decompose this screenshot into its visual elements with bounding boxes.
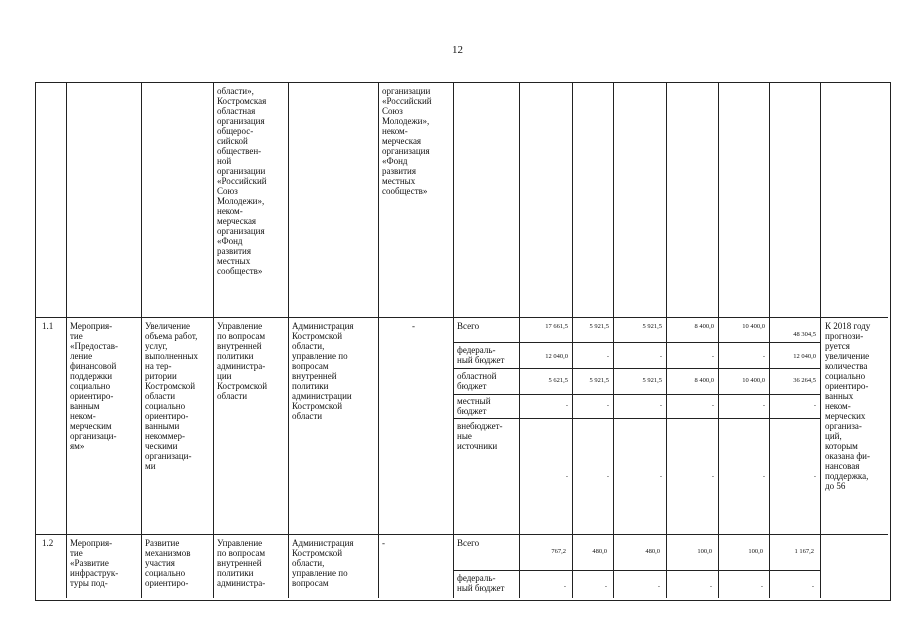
funding-value: - [606, 473, 609, 480]
funding-source-label: бюджет [457, 406, 487, 416]
row-divider [36, 534, 888, 535]
funding-source-label: источники [457, 441, 498, 451]
target-indicator: увеличение [825, 351, 870, 361]
responsible-executor: области [217, 391, 248, 401]
partner-dash: - [382, 538, 385, 548]
funding-value: - [606, 402, 609, 409]
funding-value: - [565, 402, 568, 409]
funding-value: - [813, 402, 816, 409]
target-indicator: мерческих [825, 411, 866, 421]
column-divider [453, 83, 454, 598]
continuation-text: области», [217, 86, 254, 96]
column-divider [378, 83, 379, 598]
activity-name: поддержки [70, 371, 113, 381]
column-divider [141, 83, 142, 598]
funding-value: 480,0 [645, 548, 660, 555]
activity-name: социально [70, 381, 111, 391]
funding-source-label: федераль- [457, 573, 496, 583]
funding-value: 36 264,5 [793, 377, 816, 384]
continuation-text: организации [217, 166, 266, 176]
responsible-executor: Костромской [217, 381, 268, 391]
target-indicator: ориентиро- [825, 381, 869, 391]
column-divider [213, 83, 214, 598]
column-divider [769, 83, 770, 598]
column-divider [66, 83, 67, 598]
funding-source-label: ные [457, 431, 472, 441]
expected-result: области [145, 391, 176, 401]
target-indicator: которым [825, 441, 858, 451]
co-executor: Костромской [292, 331, 343, 341]
target-indicator: до 56 [825, 481, 846, 491]
continuation-text: местных [382, 176, 416, 186]
co-executor: политики [292, 381, 329, 391]
expected-result: Костромской [145, 381, 196, 391]
funding-value: - [659, 473, 662, 480]
target-indicator: прогнози- [825, 331, 864, 341]
expected-result: ориентиро- [145, 411, 189, 421]
column-divider [820, 83, 821, 598]
funding-value: - [657, 583, 660, 590]
funding-value: - [762, 353, 765, 360]
funding-value: 5 921,5 [642, 323, 662, 330]
expected-result: социально [145, 401, 186, 411]
funding-value: 48 304,5 [793, 331, 816, 338]
continuation-text: обществен- [217, 146, 262, 156]
column-divider [519, 83, 520, 598]
expected-result: ритории [145, 371, 177, 381]
continuation-text: неком- [217, 206, 243, 216]
funding-value: 5 921,5 [589, 377, 609, 384]
activity-name: тие [70, 331, 83, 341]
continuation-text: сообществ» [217, 266, 263, 276]
funding-value: 100,0 [697, 548, 712, 555]
continuation-text: «Фонд [382, 156, 408, 166]
target-indicator: нансовая [825, 461, 860, 471]
funding-value: - [711, 402, 714, 409]
column-divider [613, 83, 614, 598]
activity-name: неком- [70, 411, 96, 421]
co-executor: области, [292, 558, 325, 568]
column-divider [718, 83, 719, 598]
funding-source-label: внебюджет- [457, 421, 503, 431]
expected-result: некоммер- [145, 431, 185, 441]
target-indicator: К 2018 году [825, 321, 871, 331]
expected-result: механизмов [145, 548, 191, 558]
expected-result: услуг, [145, 341, 168, 351]
responsible-executor: внутренней [217, 341, 262, 351]
program-table [35, 82, 891, 601]
continuation-text: сообществ» [382, 186, 428, 196]
activity-name: туры под- [70, 578, 108, 588]
funding-value: - [813, 473, 816, 480]
funding-value: 5 921,5 [642, 377, 662, 384]
continuation-text: организация [382, 146, 430, 156]
continuation-text: Союз [217, 186, 238, 196]
responsible-executor: администра- [217, 578, 266, 588]
partner-dash: - [412, 321, 415, 331]
target-indicator: неком- [825, 401, 851, 411]
funding-value: - [563, 583, 566, 590]
column-divider [572, 83, 573, 598]
continuation-text: ной [217, 156, 232, 166]
continuation-text: развития [382, 166, 417, 176]
funding-value: 10 400,0 [742, 377, 765, 384]
funding-value: - [811, 583, 814, 590]
responsible-executor: политики [217, 568, 254, 578]
target-indicator: ванных [825, 391, 854, 401]
expected-result: участия [145, 558, 175, 568]
co-executor: Администрация [292, 538, 354, 548]
funding-source-label: местный [457, 396, 491, 406]
target-indicator: оказана фи- [825, 451, 870, 461]
co-executor: администрации [292, 391, 352, 401]
funding-value: 10 400,0 [742, 323, 765, 330]
activity-name: мерческим [70, 421, 112, 431]
source-row-divider [453, 368, 820, 369]
activity-name: тие [70, 548, 83, 558]
responsible-executor: по вопросам [217, 331, 266, 341]
funding-source-label: областной [457, 371, 497, 381]
continuation-text: «Фонд [217, 236, 243, 246]
funding-source-label: ный бюджет [457, 583, 505, 593]
continuation-text: мерческая [217, 216, 257, 226]
co-executor: вопросам [292, 361, 329, 371]
activity-name: ванным [70, 401, 100, 411]
funding-value: - [762, 402, 765, 409]
activity-name: «Развитие [70, 558, 109, 568]
page-number: 12 [452, 44, 463, 56]
funding-value: - [604, 583, 607, 590]
funding-value: - [762, 473, 765, 480]
funding-value: - [709, 583, 712, 590]
co-executor: внутренней [292, 371, 337, 381]
target-indicator: ций, [825, 431, 842, 441]
activity-name: организаци- [70, 431, 117, 441]
target-indicator: руется [825, 341, 850, 351]
funding-value: 767,2 [551, 548, 566, 555]
continuation-text: организации [382, 86, 431, 96]
continuation-text: Молодежи», [382, 116, 430, 126]
continuation-text: местных [217, 256, 251, 266]
expected-result: ческими [145, 441, 178, 451]
activity-name: Мероприя- [70, 321, 113, 331]
activity-name: ям» [70, 441, 85, 451]
activity-name: «Предостав- [70, 341, 118, 351]
source-row-divider [453, 394, 820, 395]
funding-value: 8 400,0 [694, 323, 714, 330]
responsible-executor: Управление [217, 321, 263, 331]
funding-value: 8 400,0 [694, 377, 714, 384]
activity-name: Мероприя- [70, 538, 113, 548]
activity-name: ление [70, 351, 93, 361]
funding-source-label: бюджет [457, 381, 487, 391]
expected-result: Развитие [145, 538, 180, 548]
continuation-text: развития [217, 246, 252, 256]
responsible-executor: ции [217, 371, 232, 381]
co-executor: Костромской [292, 401, 343, 411]
continuation-text: сийской [217, 136, 248, 146]
continuation-text: Союз [382, 106, 403, 116]
expected-result: организаци- [145, 451, 192, 461]
activity-name: ориентиро- [70, 391, 114, 401]
source-row-divider [453, 418, 820, 419]
co-executor: управление по [292, 568, 348, 578]
funding-value: 12 040,0 [545, 353, 568, 360]
continuation-text: организация [217, 226, 265, 236]
expected-result: Увеличение [145, 321, 191, 331]
responsible-executor: администра- [217, 361, 266, 371]
row-number: 1.2 [42, 538, 54, 548]
row-number: 1.1 [42, 321, 54, 331]
funding-source-label: федераль- [457, 345, 496, 355]
source-row-divider [453, 342, 820, 343]
responsible-executor: внутренней [217, 558, 262, 568]
continuation-text: областная [217, 106, 256, 116]
funding-value: - [606, 353, 609, 360]
co-executor: области, [292, 341, 325, 351]
column-divider [288, 83, 289, 598]
target-indicator: поддержка, [825, 471, 869, 481]
expected-result: ванными [145, 421, 180, 431]
row-divider [36, 317, 888, 318]
target-indicator: организа- [825, 421, 862, 431]
expected-result: ми [145, 461, 156, 471]
responsible-executor: по вопросам [217, 548, 266, 558]
target-indicator: количества [825, 361, 868, 371]
activity-name: инфраструк- [70, 568, 119, 578]
continuation-text: неком- [382, 126, 408, 136]
funding-value: - [711, 353, 714, 360]
expected-result: социально [145, 568, 186, 578]
funding-source-label: Всего [457, 321, 480, 331]
continuation-text: общерос- [217, 126, 254, 136]
continuation-text: «Российский [217, 176, 267, 186]
funding-value: 480,0 [592, 548, 607, 555]
funding-value: - [659, 402, 662, 409]
continuation-text: организация [217, 116, 265, 126]
source-row-divider [453, 570, 820, 571]
expected-result: выполненных [145, 351, 198, 361]
co-executor: Администрация [292, 321, 354, 331]
co-executor: Костромской [292, 548, 343, 558]
funding-value: 5 621,5 [548, 377, 568, 384]
activity-name: финансовой [70, 361, 117, 371]
funding-value: - [659, 353, 662, 360]
funding-value: 1 167,2 [794, 548, 814, 555]
column-divider [666, 83, 667, 598]
responsible-executor: политики [217, 351, 254, 361]
co-executor: управление по [292, 351, 348, 361]
expected-result: объема работ, [145, 331, 198, 341]
continuation-text: Молодежи», [217, 196, 265, 206]
funding-value: 12 040,0 [793, 353, 816, 360]
funding-value: 100,0 [748, 548, 763, 555]
funding-source-label: ный бюджет [457, 355, 505, 365]
funding-value: - [760, 583, 763, 590]
continuation-text: мерческая [382, 136, 422, 146]
expected-result: ориентиро- [145, 578, 189, 588]
funding-value: - [711, 473, 714, 480]
funding-source-label: Всего [457, 538, 480, 548]
funding-value: 5 921,5 [589, 323, 609, 330]
target-indicator: социально [825, 371, 866, 381]
funding-value: - [565, 473, 568, 480]
co-executor: области [292, 411, 323, 421]
responsible-executor: Управление [217, 538, 263, 548]
expected-result: на тер- [145, 361, 172, 371]
funding-value: 17 661,5 [545, 323, 568, 330]
continuation-text: «Российский [382, 96, 432, 106]
continuation-text: Костромская [217, 96, 267, 106]
co-executor: вопросам [292, 578, 329, 588]
